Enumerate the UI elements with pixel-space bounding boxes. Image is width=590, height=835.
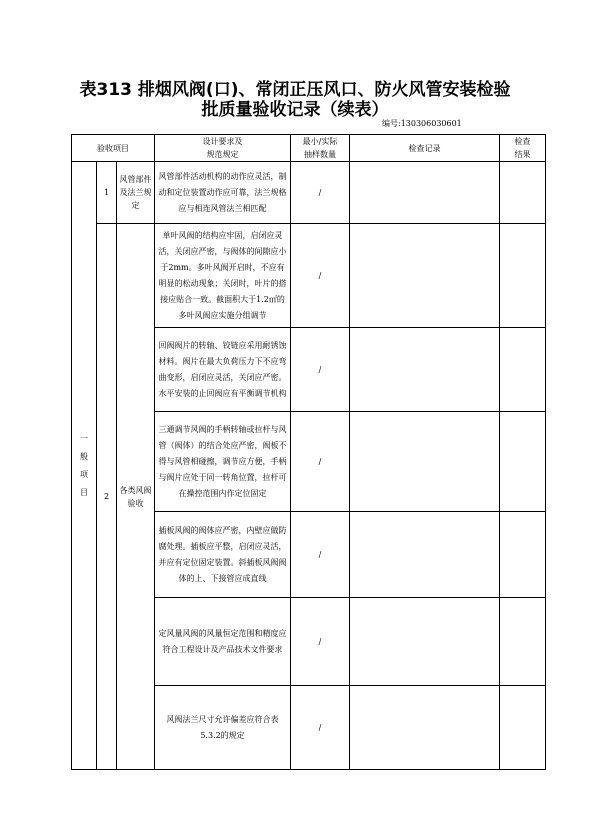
item-no: 2	[97, 224, 117, 770]
item-record	[350, 224, 500, 328]
table-header-row	[72, 135, 546, 162]
item-desc: 插板风阀的阀体应严密，内壁应做防腐处理。插板应平整，启闭应灵活，并应有定位固定装置。斜插板风阀阀体的上、下接管应成直线	[155, 512, 291, 598]
item-record	[350, 162, 500, 224]
item-sample: /	[291, 412, 350, 512]
header-item: 验收项目	[72, 135, 155, 162]
item-record	[350, 512, 500, 598]
header-result: 检查 结果	[500, 135, 546, 162]
item-result	[500, 162, 546, 224]
item-result	[500, 328, 546, 412]
item-sample: /	[291, 512, 350, 598]
acceptance-table	[71, 134, 546, 770]
form-title-line1: 表313 排烟风阀(口)、常闭正压风口、防火风管安装检验	[79, 80, 511, 100]
table-row	[72, 224, 546, 328]
header-record: 检查记录	[350, 135, 500, 162]
item-sample: /	[291, 686, 350, 770]
item-desc: 三通调节风阀的手柄转轴或拉杆与风管（阀体）的结合处应严密，阀板不得与风管相碰擦，调节应方便，手柄与阀片应处于同一转角位置，拉杆可在操控范围内作定位固定	[155, 412, 291, 512]
item-result	[500, 224, 546, 328]
item-sample: /	[291, 162, 350, 224]
item-name: 风管部件及法兰规定	[117, 162, 155, 224]
item-sample: /	[291, 224, 350, 328]
item-sample: /	[291, 598, 350, 686]
item-result	[500, 598, 546, 686]
item-no: 1	[97, 162, 117, 224]
item-desc: 回阀阀片的转轴、铰链应采用耐锈蚀材料。阀片在最大负荷压力下不应弯曲变形，启闭应灵活，关闭应严密。水平安装的止回阀应有平衡调节机构	[155, 328, 291, 412]
form-code: 编号:130306030601	[382, 119, 462, 128]
category-cell: 一 般 项 目	[72, 162, 97, 770]
item-result	[500, 686, 546, 770]
item-record	[350, 412, 500, 512]
item-result	[500, 412, 546, 512]
item-record	[350, 328, 500, 412]
item-desc: 单叶风阀的结构应牢固，启闭应灵活，关闭应严密，与阀体的间隙应小于2mm。多叶风阀开启时，不应有明显的松动现象；关闭时，叶片的搭接应贴合一致。截面积大于1.2㎡的多叶风阀应实施分组调节	[155, 224, 291, 328]
item-desc: 定风量风阀的风量恒定范围和精度应符合工程设计及产品技术文件要求	[155, 598, 291, 686]
item-name: 各类风阀验收	[117, 224, 155, 770]
item-sample: /	[291, 328, 350, 412]
item-desc: 风管部件活动机构的动作应灵活，制动和定位装置动作应可靠，法兰规格应与相连风管法兰相匹配	[155, 162, 291, 224]
item-record	[350, 686, 500, 770]
header-design: 设计要求及 规范规定	[155, 135, 291, 162]
header-sample: 最小/实际 抽样数量	[291, 135, 350, 162]
item-desc: 风阀法兰尺寸允许偏差应符合表5.3.2的规定	[155, 686, 291, 770]
item-result	[500, 512, 546, 598]
table-row	[72, 162, 546, 224]
form-title-line2: 批质量验收记录（续表）	[201, 100, 389, 120]
item-record	[350, 598, 500, 686]
